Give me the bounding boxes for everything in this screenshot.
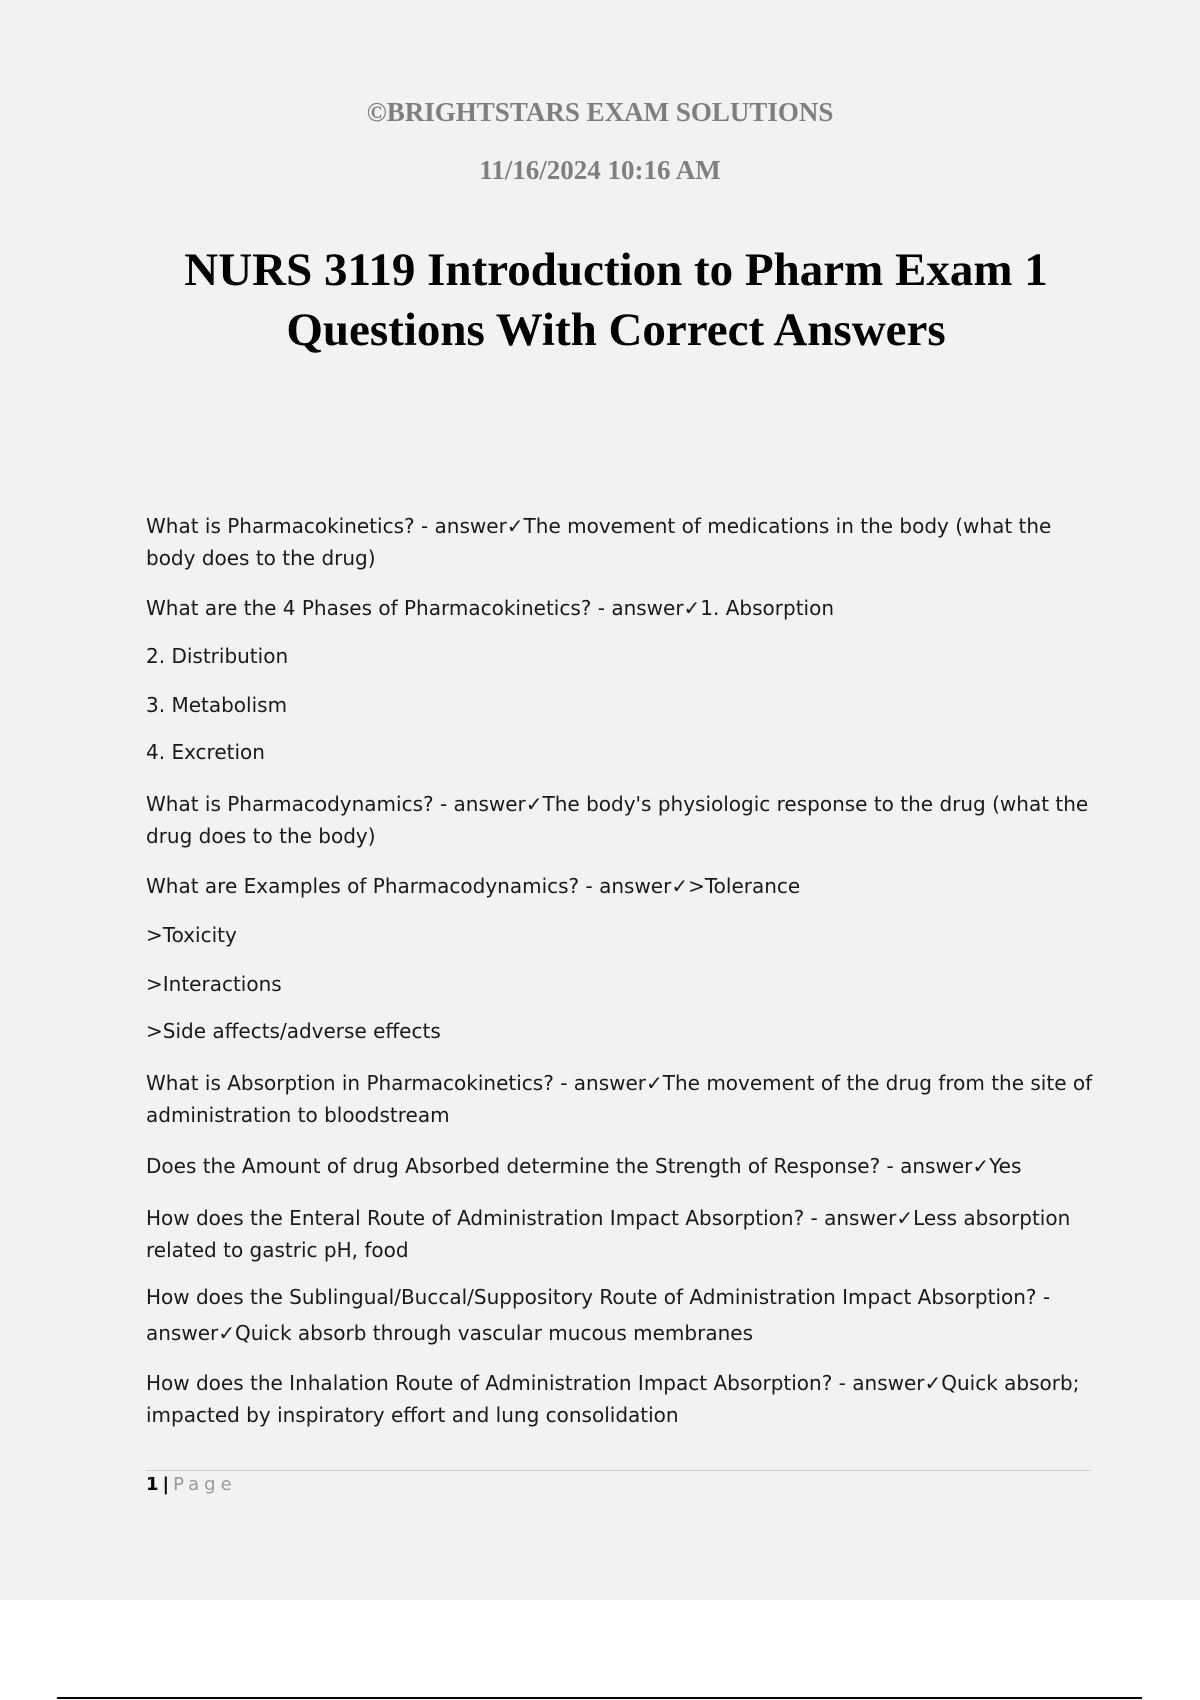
timestamp-header: 11/16/2024 10:16 AM: [479, 155, 721, 185]
qa-line: body does to the drug): [146, 546, 376, 570]
footer-separator: |: [162, 1474, 170, 1495]
bottom-divider: [57, 1697, 1142, 1699]
page-footer: [146, 1474, 237, 1495]
qa-line: answer✓Quick absorb through vascular mucous membranes: [146, 1321, 753, 1345]
qa-line: Does the Amount of drug Absorbed determine the Strength of Response? - answer✓Yes: [146, 1154, 1022, 1178]
qa-line: How does the Enteral Route of Administration Impact Absorption? - answer✓Less absorption: [146, 1206, 1071, 1230]
qa-line: >Toxicity: [146, 923, 237, 947]
qa-line: >Side affects/adverse effects: [146, 1019, 441, 1043]
qa-line: 4. Excretion: [146, 740, 265, 764]
qa-line: What is Pharmacokinetics? - answer✓The movement of medications in the body (what the: [146, 514, 1052, 538]
qa-line: >Interactions: [146, 972, 282, 996]
qa-line: What is Pharmacodynamics? - answer✓The body's physiologic response to the drug (what the: [146, 792, 1089, 816]
copyright-header: ©BRIGHTSTARS EXAM SOLUTIONS: [366, 97, 834, 127]
qa-line: What is Absorption in Pharmacokinetics? - answer✓The movement of the drug from the site of: [146, 1071, 1093, 1095]
qa-line: What are the 4 Phases of Pharmacokinetics? - answer✓1. Absorption: [146, 596, 835, 620]
qa-line: related to gastric pH, food: [146, 1238, 409, 1262]
qa-line: drug does to the body): [146, 824, 376, 848]
qa-line: impacted by inspiratory effort and lung consolidation: [146, 1403, 679, 1427]
qa-line: 2. Distribution: [146, 644, 289, 668]
qa-line: How does the Sublingual/Buccal/Suppository Route of Administration Impact Absorption? -: [146, 1285, 1051, 1309]
qa-line: What are Examples of Pharmacodynamics? - answer✓>Tolerance: [146, 874, 801, 898]
qa-line: How does the Inhalation Route of Administration Impact Absorption? - answer✓Quick absorb;: [146, 1371, 1080, 1395]
document-title: [0, 240, 1200, 360]
title-line-1: NURS 3119 Introduction to Pharm Exam 1: [184, 244, 1048, 296]
qa-line: 3. Metabolism: [146, 693, 288, 717]
title-line-2: Questions With Correct Answers: [286, 304, 946, 356]
footer-divider: [146, 1470, 1091, 1471]
qa-line: administration to bloodstream: [146, 1103, 450, 1127]
page-label: Page: [173, 1474, 237, 1495]
page-number: 1: [146, 1474, 159, 1495]
